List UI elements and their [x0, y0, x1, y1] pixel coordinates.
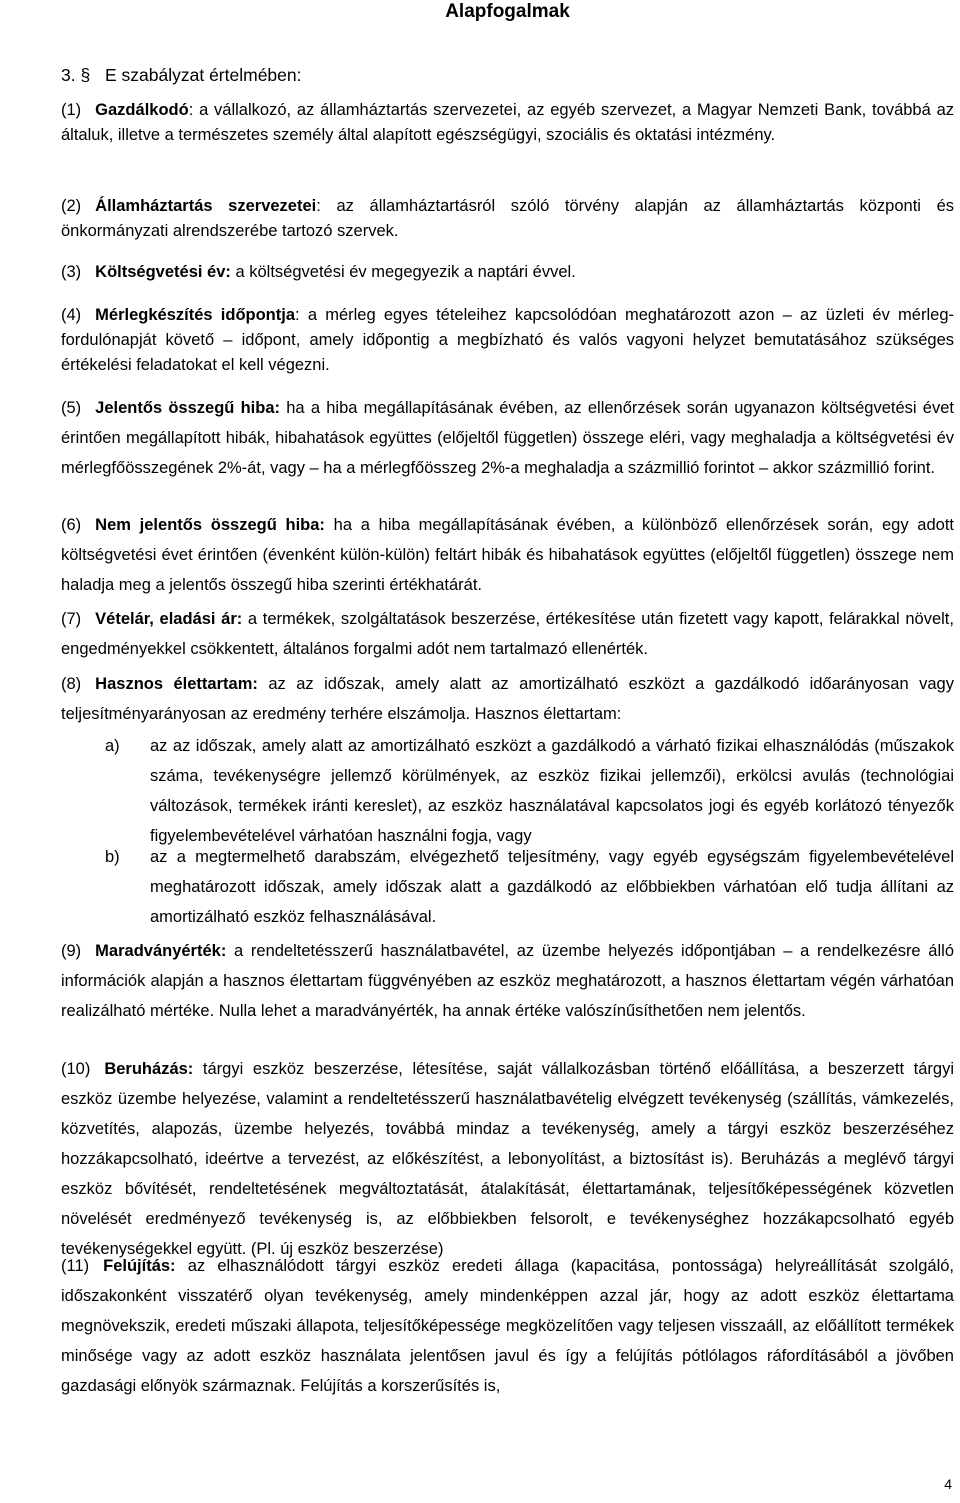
paragraph-2 [61, 194, 954, 244]
paragraph-5 [61, 393, 954, 483]
paragraph-7 [61, 604, 954, 664]
paragraph-number: (9) [61, 942, 82, 960]
paragraph-term: Államháztartás szervezetei [95, 197, 317, 215]
paragraph-text: a termékek, szolgáltatások beszerzése, értékesítése után fizetett vagy kapott, felárakkal növelt, engedményekkel csökkentett, általános forgalmi adót nem tartalmazó ellenérték. [61, 610, 954, 658]
paragraph-number: (8) [61, 675, 82, 693]
paragraph-text: az az időszak, amely alatt az amortizálható eszközt a gazdálkodó időarányosan vagy teljesítményarányosan az eredmény terhére elszámolja. Hasznos élettartam: [61, 675, 954, 723]
subitem-text: az az időszak, amely alatt az amortizálható eszközt a gazdálkodó a várható fizikai elhasználódás (műszakok száma, tevékenységre jellemző körülmények, az eszköz fizikai jellemzői), erkölcsi avulás (technológiai változások, termékek iránti kereslet), az eszköz használatával kapcsolatos jogi és egyéb korlátozó tényezők figyelembevételével várhatóan használni fogja, vagy [150, 737, 954, 845]
paragraph-term: Vételár, eladási ár: [95, 610, 243, 628]
paragraph-8 [61, 669, 954, 729]
paragraph-4 [61, 303, 954, 378]
section-number: 3. § [61, 65, 91, 85]
subitem-text: az a megtermelhető darabszám, elvégezhető teljesítmény, vagy egyéb egységszám figyelembevételével meghatározott időszak, amely időszak alatt a gazdálkodó az előbbiekben várhatóan elő tudja állítani az amortizálható eszköz felhasználásával. [150, 848, 954, 926]
subitem-a [105, 731, 954, 851]
paragraph-11 [61, 1251, 954, 1401]
page-number: 4 [944, 1476, 952, 1492]
paragraph-term: Hasznos élettartam: [95, 675, 258, 693]
subitem-letter: b) [105, 848, 120, 866]
paragraph-number: (5) [61, 399, 82, 417]
paragraph-number: (3) [61, 263, 82, 281]
paragraph-text: : a vállalkozó, az államháztartás szervezetei, az egyéb szervezet, a Magyar Nemzeti Bank, továbbá az általuk, illetve a természetes személy által alapított egészségügyi, szociális és oktatási intézmény. [61, 101, 954, 144]
paragraph-10 [61, 1054, 954, 1264]
paragraph-number: (6) [61, 516, 82, 534]
paragraph-term: Maradványérték: [95, 942, 227, 960]
section-intro: E szabályzat értelmében: [105, 65, 302, 85]
paragraph-6 [61, 510, 954, 600]
paragraph-number: (1) [61, 101, 82, 119]
paragraph-number: (11) [61, 1257, 90, 1275]
paragraph-3 [61, 260, 954, 285]
paragraph-9 [61, 936, 954, 1026]
paragraph-text: : az államháztartásról szóló törvény alapján az államháztartás központi és önkormányzati alrendszerébe tartozó szervek. [61, 197, 954, 240]
paragraph-text: : a mérleg egyes tételeihez kapcsolódóan meghatározott azon – az üzleti év mérleg-fordulónapját követő – időpont, amely időpontig a megbízható és valós vagyoni helyzet bemutatásához szükséges értékelési feladatokat el kell végezni. [61, 306, 954, 374]
paragraph-text: a rendeltetésszerű használatbavétel, az üzembe helyezés időpontjában – a rendelkezésre álló információk alapján a hasznos élettartam függvényében az eszköz meghatározott, a hasznos élettartam végén várhatóan realizálható mértéke. Nulla lehet a maradványérték, ha annak értéke valószínűsíthetően nem jelentős. [61, 942, 954, 1020]
paragraph-text: a költségvetési év megegyezik a naptári évvel. [230, 263, 576, 281]
paragraph-term: Nem jelentős összegű hiba: [95, 516, 325, 534]
paragraph-number: (7) [61, 610, 82, 628]
paragraph-term: Beruházás: [104, 1060, 194, 1078]
paragraph-number: (4) [61, 306, 82, 324]
paragraph-text: tárgyi eszköz beszerzése, létesítése, saját vállalkozásban történő előállítása, a beszerzett tárgyi eszköz üzembe helyezése, valamint a rendeltetésszerű használatbavételig elvégzett tevékenység (szállítás, vámkezelés, közvetítés, alapozás, üzembe helyezés, továbbá mindaz a tevékenység, amely a tárgyi eszköz beszerzéséhez hozzákapcsolható, ideértve a tervezést, az előkészítést, a lebonyolítást, a biztosítást is). Beruházás a meglévő tárgyi eszköz bővítését, rendeltetésének megváltoztatását, átalakítását, élettartamának, teljesítőképességének közvetlen növelését eredményező tevékenység is, az előbbiekben felsorolt, e tevékenységhez hozzákapcsolható egyéb tevékenységekkel együtt. (Pl. új eszköz beszerzése) [61, 1060, 954, 1258]
paragraph-text: az elhasználódott tárgyi eszköz eredeti állaga (kapacitása, pontossága) helyreállítását szolgáló, időszakonként visszatérő olyan tevékenység, amely mindenképpen azzal jár, hogy az adott eszköz élettartama megnövekszik, eredeti műszaki állapota, teljesítőképessége megközelítően vagy teljesen visszaáll, az előállított termékek minősége vagy az adott eszköz használata jelentősen javul és így a felújítás pótlólagos ráfordításából a jövőben gazdasági előnyök származnak. Felújítás a korszerűsítés is, [61, 1257, 954, 1395]
paragraph-text: ha a hiba megállapításának évében, az ellenőrzések során ugyanazon költségvetési évet érintően megállapított hibák, hibahatások együttes (előjeltől független) összege eléri, vagy meghaladja a költségvetési év mérlegfőösszegének 2%-át, vagy – ha a mérlegfőösszeg 2%-a meghaladja a százmillió forintot – akkor százmillió forint. [61, 399, 954, 477]
paragraph-term: Gazdálkodó [95, 101, 189, 119]
paragraph-1 [61, 98, 954, 148]
paragraph-term: Felújítás: [103, 1257, 176, 1275]
document-page [61, 0, 955, 1395]
paragraph-term: Jelentős összegű hiba: [95, 399, 281, 417]
paragraph-text: ha a hiba megállapításának évében, a különböző ellenőrzések során, egy adott költségvetési évet érintően (évenként külön-külön) feltárt hibák és hibahatások együttes (előjeltől független) összege nem haladja meg a jelentős összegű hiba szerinti értékhatárát. [61, 516, 955, 594]
paragraph-term: Költségvetési év: [95, 263, 231, 281]
subitem-letter: a) [105, 737, 120, 755]
paragraph-term: Mérlegkészítés időpontja [95, 306, 296, 324]
paragraph-number: (10) [61, 1060, 91, 1078]
subitem-b [105, 842, 954, 932]
paragraph-number: (2) [61, 197, 82, 215]
page-title: Alapfogalmak [445, 1, 570, 22]
